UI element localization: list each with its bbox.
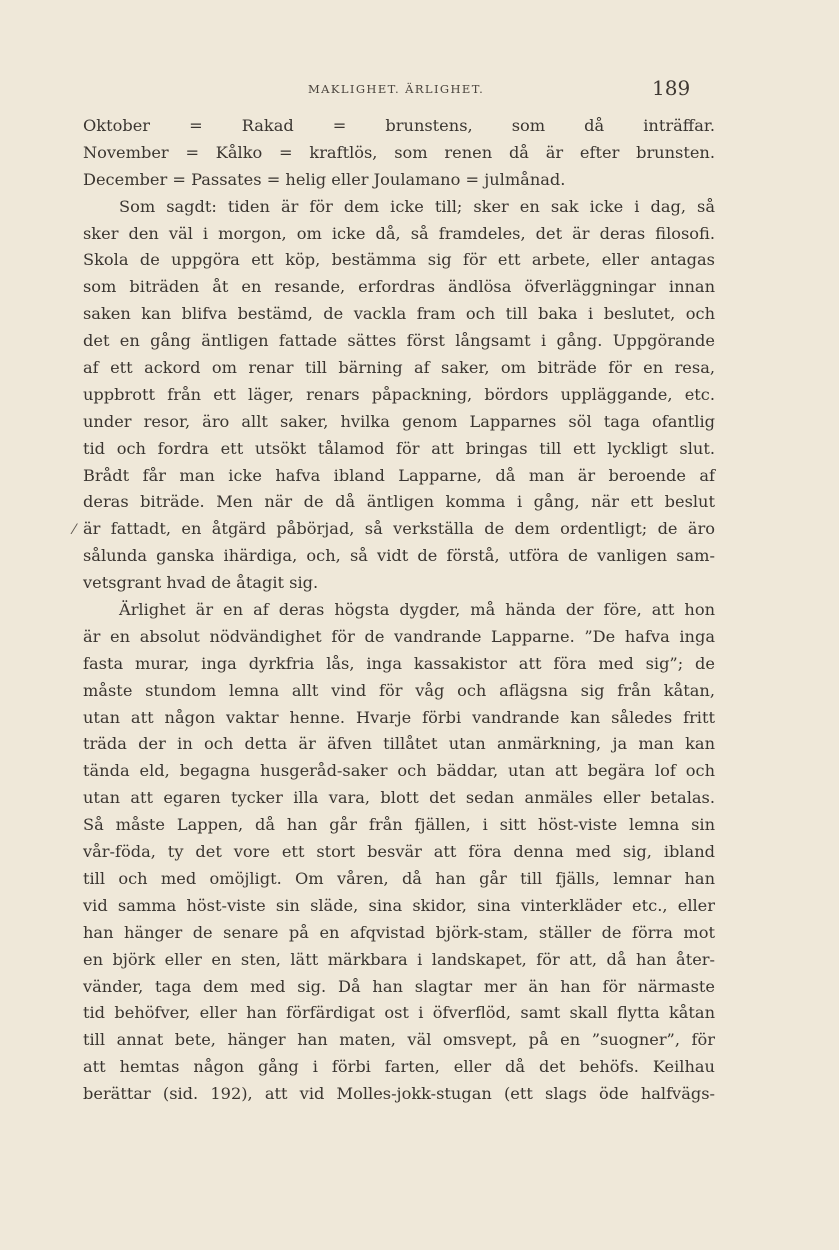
text-line: vid samma höst-viste sin släde, sina skidor, sina vinterkläder etc., eller — [83, 895, 715, 915]
running-title: MAKLIGHET. ÄRLIGHET. — [308, 82, 485, 96]
text-line: sålunda ganska ihärdiga, och, så vidt de förstå, utföra de vanligen sam- — [83, 546, 715, 566]
text-line: Ärlighet är en af deras högsta dygder, må hända der före, att hon — [119, 600, 715, 620]
text-line: saken kan blifva bestämd, de vackla fram och till baka i beslutet, och — [83, 304, 715, 324]
text-line: vetsgrant hvad de åtagit sig. — [83, 573, 319, 593]
text-line: fasta murar, inga dyrkfria lås, inga kassakistor att föra med sig”; de — [83, 653, 715, 673]
text-line: tid och fordra ett utsökt tålamod för att bringas till ett lyckligt slut. — [83, 438, 715, 458]
text-line: utan att någon vaktar henne. Hvarje förbi vandrande kan således fritt — [83, 707, 715, 727]
text-line: December = Passates = helig eller Joulamano = julmånad. — [83, 169, 566, 189]
margin-pencil-mark: ⁄ — [73, 522, 76, 538]
text-line: till annat bete, hänger han maten, väl omsvept, på en ”suogner”, för — [83, 1030, 715, 1050]
text-line: måste stundom lemna allt vind för våg och aflägsna sig från kåtan, — [83, 680, 715, 700]
text-line: tid behöfver, eller han förfärdigat ost i öfverflöd, samt skall flytta kåtan — [83, 1003, 715, 1023]
text-line: Skola de uppgöra ett köp, bestämma sig för ett arbete, eller antagas — [83, 250, 715, 270]
text-line: uppbrott från ett läger, renars påpackning, bördors uppläggande, etc. — [83, 384, 715, 404]
text-line: träda der in och detta är äfven tillåtet utan anmärkning, ja man kan — [83, 734, 715, 754]
text-line: till och med omöjligt. Om våren, då han går till fjälls, lemnar han — [83, 868, 715, 888]
text-line: vänder, taga dem med sig. Då han slagtar mer än han för närmaste — [83, 976, 715, 996]
text-line: af ett ackord om renar till bärning af saker, om biträde för en resa, — [83, 358, 715, 378]
text-line: deras biträde. Men när de då äntligen komma i gång, när ett beslut — [83, 492, 715, 512]
text-line: en björk eller en sten, lätt märkbara i landskapet, för att, då han åter- — [83, 949, 715, 969]
text-line: Oktober = Rakad = brunstens, som då inträffar. — [83, 116, 715, 135]
text-line: som biträden åt en resande, erfordras ändlösa öfverläggningar innan — [83, 277, 715, 297]
text-line: tända eld, begagna husgeråd-saker och bäddar, utan att begära lof och — [83, 761, 715, 781]
text-line: det en gång äntligen fattade sättes först långsamt i gång. Uppgörande — [83, 331, 715, 351]
text-line: sker den väl i morgon, om icke då, så framdeles, det är deras filosofi. — [83, 223, 715, 243]
text-line: Brådt får man icke hafva ibland Lapparne, då man är beroende af — [83, 465, 715, 485]
text-line: är fattadt, en åtgärd påbörjad, så verkställa de dem ordentligt; de äro — [83, 519, 715, 539]
text-line: under resor, äro allt saker, hvilka genom Lapparnes söl taga ofantlig — [83, 411, 715, 431]
text-line: han hänger de senare på en afqvistad björk-stam, ställer de förra mot — [83, 922, 715, 942]
page-number: 189 — [652, 76, 691, 100]
text-line: vår-föda, ty det vore ett stort besvär att föra denna med sig, ibland — [83, 842, 715, 862]
text-line: November = Kålko = kraftlös, som renen då är efter brunsten. — [83, 142, 715, 162]
text-line: Som sagdt: tiden är för dem icke till; sker en sak icke i dag, så — [119, 196, 715, 216]
text-line: utan att egaren tycker illa vara, blott det sedan anmäles eller betalas. — [83, 788, 715, 808]
text-line: berättar (sid. 192), att vid Molles-jokk-stugan (ett slags öde halfvägs- — [83, 1084, 715, 1104]
text-line: att hemtas någon gång i förbi farten, eller då det behöfs. Keilhau — [83, 1057, 715, 1077]
page-header — [0, 76, 839, 102]
body-text — [83, 113, 715, 1108]
text-line: Så måste Lappen, då han går från fjällen, i sitt höst-viste lemna sin — [83, 815, 715, 835]
text-line: är en absolut nödvändighet för de vandrande Lapparne. ”De hafva inga — [83, 626, 715, 646]
